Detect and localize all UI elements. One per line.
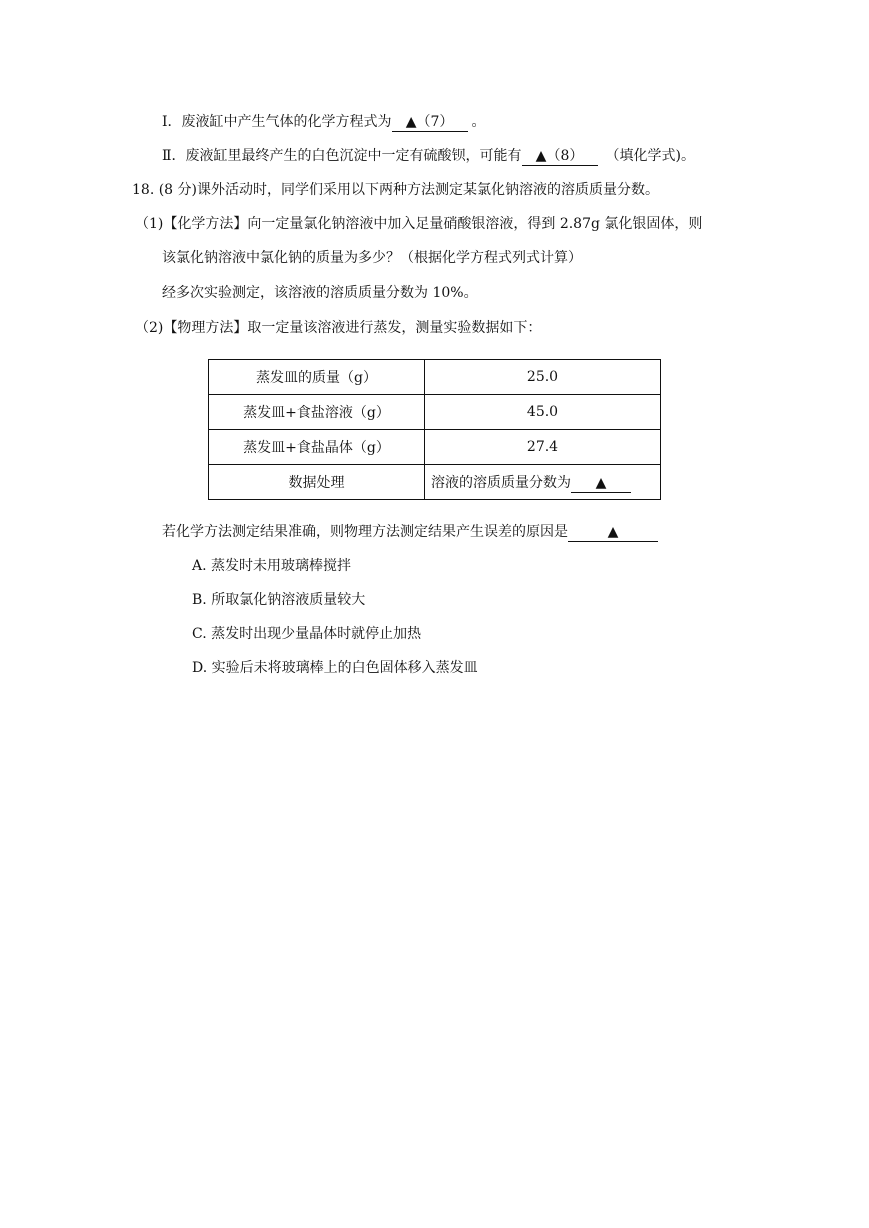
q18-part1-line1: （1)【化学方法】向一定量氯化钠溶液中加入足量硝酸银溶液，得到 2.87g 氯化银固体，则 — [135, 216, 703, 232]
table-cell-label: 蒸发皿+食盐晶体（g） — [209, 430, 425, 465]
table-row — [209, 395, 661, 430]
q18-part1-line2: 该氯化钠溶液中氯化钠的质量为多少？（根据化学方程式列式计算） — [162, 250, 582, 266]
table-cell-value — [425, 465, 661, 500]
table-cell-label: 蒸发皿+食盐溶液（g） — [209, 395, 425, 430]
table-cell-value: 45.0 — [425, 395, 661, 430]
answer-blank-reason[interactable]: ▲ — [568, 523, 658, 542]
q17-ii-end: （填化学式)。 — [605, 148, 695, 164]
answer-blank-7[interactable]: ▲（7） — [392, 113, 468, 132]
q17-part-ii — [162, 146, 695, 166]
option-c[interactable]: C. 蒸发时出现少量晶体时就停止加热 — [192, 626, 422, 642]
q18-intro: 18. (8 分)课外活动时，同学们采用以下两种方法测定某氯化钠溶液的溶质质量分数。 — [132, 182, 659, 198]
fraction-label: 溶液的溶质质量分数为 — [431, 474, 571, 491]
table-cell-label: 蒸发皿的质量（g） — [209, 360, 425, 395]
table-cell-label: 数据处理 — [209, 465, 425, 500]
q18-part2: （2)【物理方法】取一定量该溶液进行蒸发，测量实验数据如下： — [135, 320, 542, 336]
table-row — [209, 465, 661, 500]
table-row — [209, 360, 661, 395]
table-cell-value: 25.0 — [425, 360, 661, 395]
q17-part-i — [162, 112, 486, 132]
q18-part1-line3: 经多次实验测定，该溶液的溶质质量分数为 10%。 — [162, 285, 478, 301]
q18-reason-text: 若化学方法测定结果准确，则物理方法测定结果产生误差的原因是 — [162, 524, 568, 540]
q17-i-end: 。 — [471, 114, 486, 130]
experiment-data-table — [208, 359, 661, 500]
answer-blank-8[interactable]: ▲（8） — [522, 147, 598, 166]
option-d[interactable]: D. 实验后未将玻璃棒上的白色固体移入蒸发皿 — [192, 660, 478, 676]
table-cell-value: 27.4 — [425, 430, 661, 465]
q17-i-text: Ⅰ．废液缸中产生气体的化学方程式为 — [162, 114, 392, 130]
option-a[interactable]: A. 蒸发时未用玻璃棒搅拌 — [192, 558, 352, 574]
answer-blank-fraction[interactable]: ▲ — [571, 474, 631, 493]
q17-ii-text: Ⅱ．废液缸里最终产生的白色沉淀中一定有硫酸钡，可能有 — [162, 148, 522, 164]
option-b[interactable]: B. 所取氯化钠溶液质量较大 — [192, 592, 366, 608]
table-row — [209, 430, 661, 465]
q18-reason — [162, 522, 658, 542]
